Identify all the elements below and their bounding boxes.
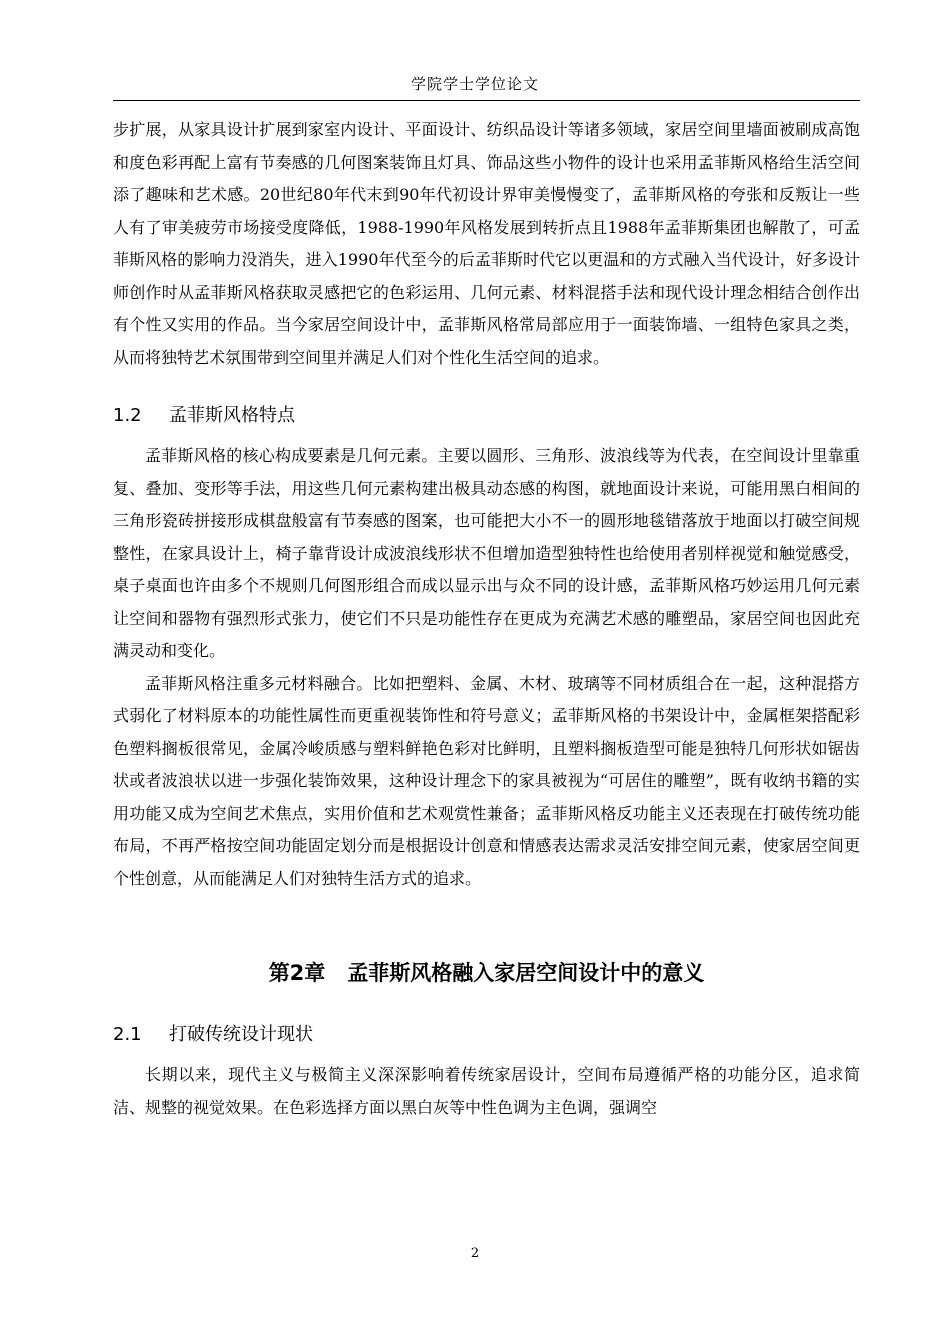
chapter-title: 孟菲斯风格融入家居空间设计中的意义 <box>347 961 705 985</box>
paragraph: 长期以来，现代主义与极简主义深深影响着传统家居设计，空间布局遵循严格的功能分区，追求简洁、规整的视觉效果。在色彩选择方面以黑白灰等中性色调为主色调，强调空 <box>113 1065 860 1117</box>
chapter-number: 第2章 <box>268 961 326 985</box>
section-title: 孟菲斯风格特点 <box>169 405 295 426</box>
section-title: 打破传统设计现状 <box>169 1024 313 1045</box>
section-number: 2.1 <box>113 1024 142 1045</box>
paragraph: 孟菲斯风格注重多元材料融合。比如把塑料、金属、木材、玻璃等不同材质组合在一起，这种混搭方式弱化了材料原本的功能性属性而更重视装饰性和符号意义；孟菲斯风格的书架设计中，金属框架搭配彩色塑料搁板很常见，金属冷峻质感与塑料鲜艳色彩对比鲜明，且塑料搁板造型可能是独特几何形状如锯齿状或者波浪状以进一步强化装饰效果，这种设计理念下的家具被视为“可居住的雕塑”，既有收纳书籍的实用功能又成为空间艺术焦点，实用价值和艺术观赏性兼备；孟菲斯风格反功能主义还表现在打破传统功能布局，不再严格按空间功能固定划分而是根据设计创意和情感表达需求灵活安排空间元素，使家居空间更个性创意，从而能满足人们对独特生活方式的追求。 <box>113 673 860 888</box>
section-heading-1-2 <box>113 400 860 432</box>
section-number: 1.2 <box>113 405 142 426</box>
document-body <box>113 114 860 1124</box>
chapter-heading <box>113 957 860 989</box>
page-number: 2 <box>470 1246 480 1261</box>
running-header: 学院学士学位论文 <box>410 75 539 93</box>
header-rule <box>113 100 860 101</box>
continued-paragraph: 步扩展，从家具设计扩展到家室内设计、平面设计、纺织品设计等诸多领域，家居空间里墙面被刷成高饱和度色彩再配上富有节奏感的几何图案装饰且灯具、饰品这些小物件的设计也采用孟菲斯风格给生活空间添了趣味和艺术感。20世纪80年代末到90年代初设计界审美慢慢变了，孟菲斯风格的夸张和反叛让一些人有了审美疲劳市场接受度降低，1988-1990年风格发展到转折点且1988年孟菲斯集团也解散了，可孟菲斯风格的影响力没消失，进入1990年代至今的后孟菲斯时代它以更温和的方式融入当代设计，好多设计师创作时从孟菲斯风格获取灵感把它的色彩运用、几何元素、材料混搭手法和现代设计理念相结合创作出有个性又实用的作品。当今家居空间设计中，孟菲斯风格常局部应用于一面装饰墙、一组特色家具之类，从而将独特艺术氛围带到空间里并满足人们对个性化生活空间的追求。 <box>113 120 860 367</box>
section-heading-2-1 <box>113 1019 860 1051</box>
paragraph: 孟菲斯风格的核心构成要素是几何元素。主要以圆形、三角形、波浪线等为代表，在空间设计里靠重复、叠加、变形等手法，用这些几何元素构建出极具动态感的构图，就地面设计来说，可能用黑白相间的三角形瓷砖拼接形成棋盘般富有节奏感的图案，也可能把大小不一的圆形地毯错落放于地面以打破空间规整性，在家具设计上，椅子靠背设计成波浪线形状不但增加造型独特性也给使用者别样视觉和触觉感受，桌子桌面也许由多个不规则几何图形组合而成以显示出与众不同的设计感，孟菲斯风格巧妙运用几何元素让空间和器物有强烈形式张力，使它们不只是功能性存在更成为充满艺术感的雕塑品，家居空间也因此充满灵动和变化。 <box>113 446 860 660</box>
